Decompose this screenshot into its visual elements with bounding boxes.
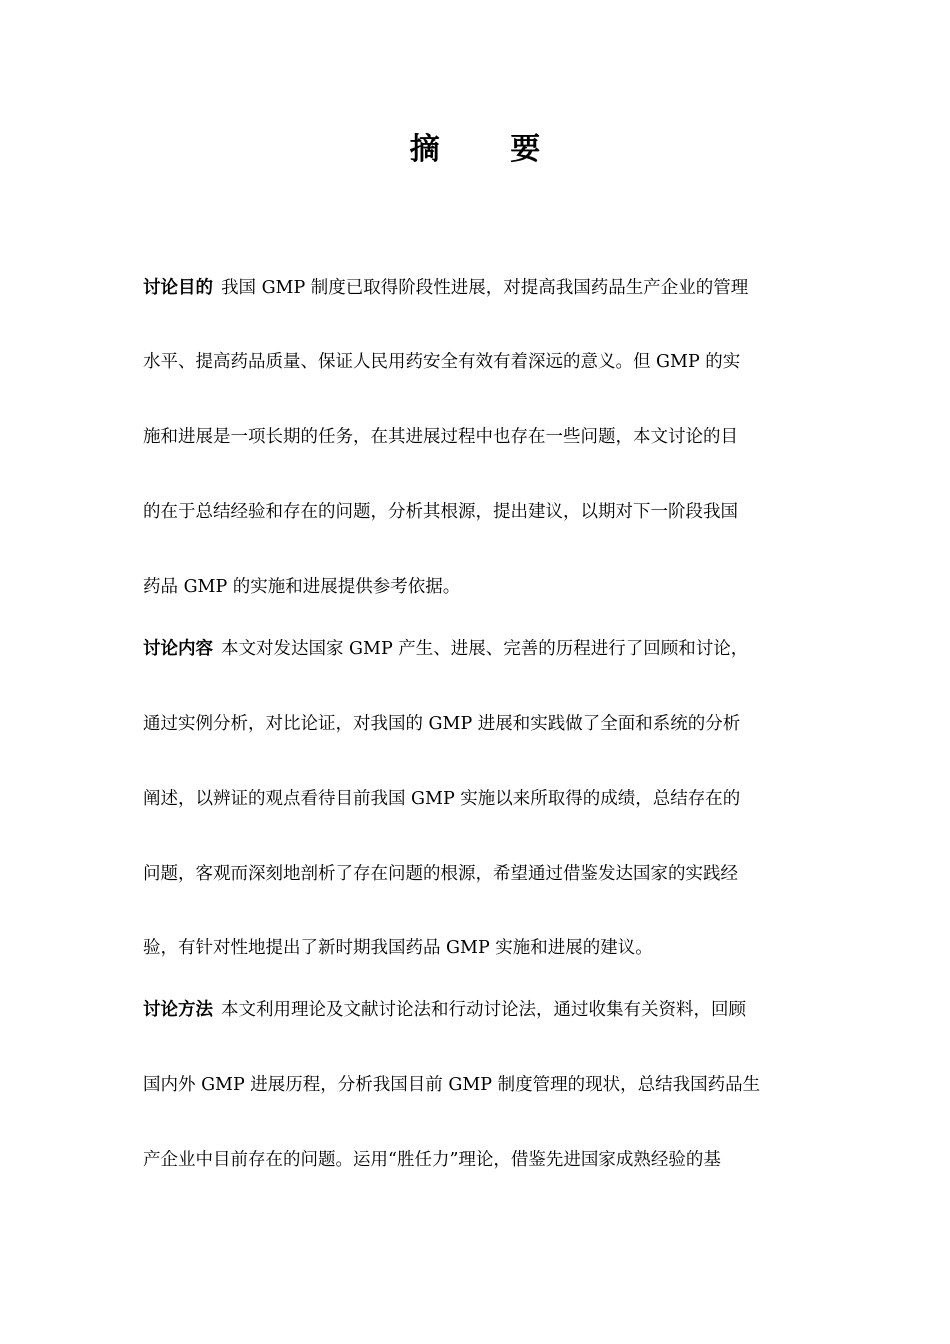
paragraph-line: 产企业中目前存在的问题。运用“胜任力”理论，借鉴先进国家成熟经验的基 — [143, 1150, 721, 1170]
page-title: 摘 要 — [409, 132, 571, 167]
paragraph-line — [143, 636, 807, 662]
paragraph-line: 通过实例分析，对比论证，对我国的 GMP 进展和实践做了全面和系统的分析 — [143, 714, 741, 734]
paragraph-line: 验，有针对性地提出了新时期我国药品 GMP 实施和进展的建议。 — [143, 938, 653, 958]
paragraph-line — [143, 275, 807, 301]
paragraph-line: 药品 GMP 的实施和进展提供参考依据。 — [143, 577, 461, 597]
paragraph-line: 水平、提高药品质量、保证人民用药安全有效有着深远的意义。但 GMP 的实 — [143, 352, 741, 372]
paragraph-text: 我国 GMP 制度已取得阶段性进展，对提高我国药品生产企业的管理 — [221, 278, 749, 298]
section-label: 讨论内容 — [143, 639, 213, 659]
paragraph-line: 阐述，以辨证的观点看待目前我国 GMP 实施以来所取得的成绩，总结存在的 — [143, 789, 741, 809]
section-label: 讨论方法 — [143, 1000, 213, 1020]
paragraph-line: 施和进展是一项长期的任务，在其进展过程中也存在一些问题，本文讨论的目 — [143, 427, 738, 447]
paragraph-line — [143, 997, 807, 1023]
paragraph-line: 的在于总结经验和存在的问题，分析其根源，提出建议，以期对下一阶段我国 — [143, 502, 738, 522]
paragraph-line: 国内外 GMP 进展历程，分析我国目前 GMP 制度管理的现状，总结我国药品生 — [143, 1075, 761, 1095]
paragraph-text: 本文对发达国家 GMP 产生、进展、完善的历程进行了回顾和讨论， — [221, 639, 749, 659]
paragraph-text: 本文利用理论及文献讨论法和行动讨论法，通过收集有关资料，回顾 — [221, 1000, 746, 1020]
section-label: 讨论目的 — [143, 278, 213, 298]
paragraph-line: 问题，客观而深刻地剖析了存在问题的根源，希望通过借鉴发达国家的实践经 — [143, 864, 738, 884]
